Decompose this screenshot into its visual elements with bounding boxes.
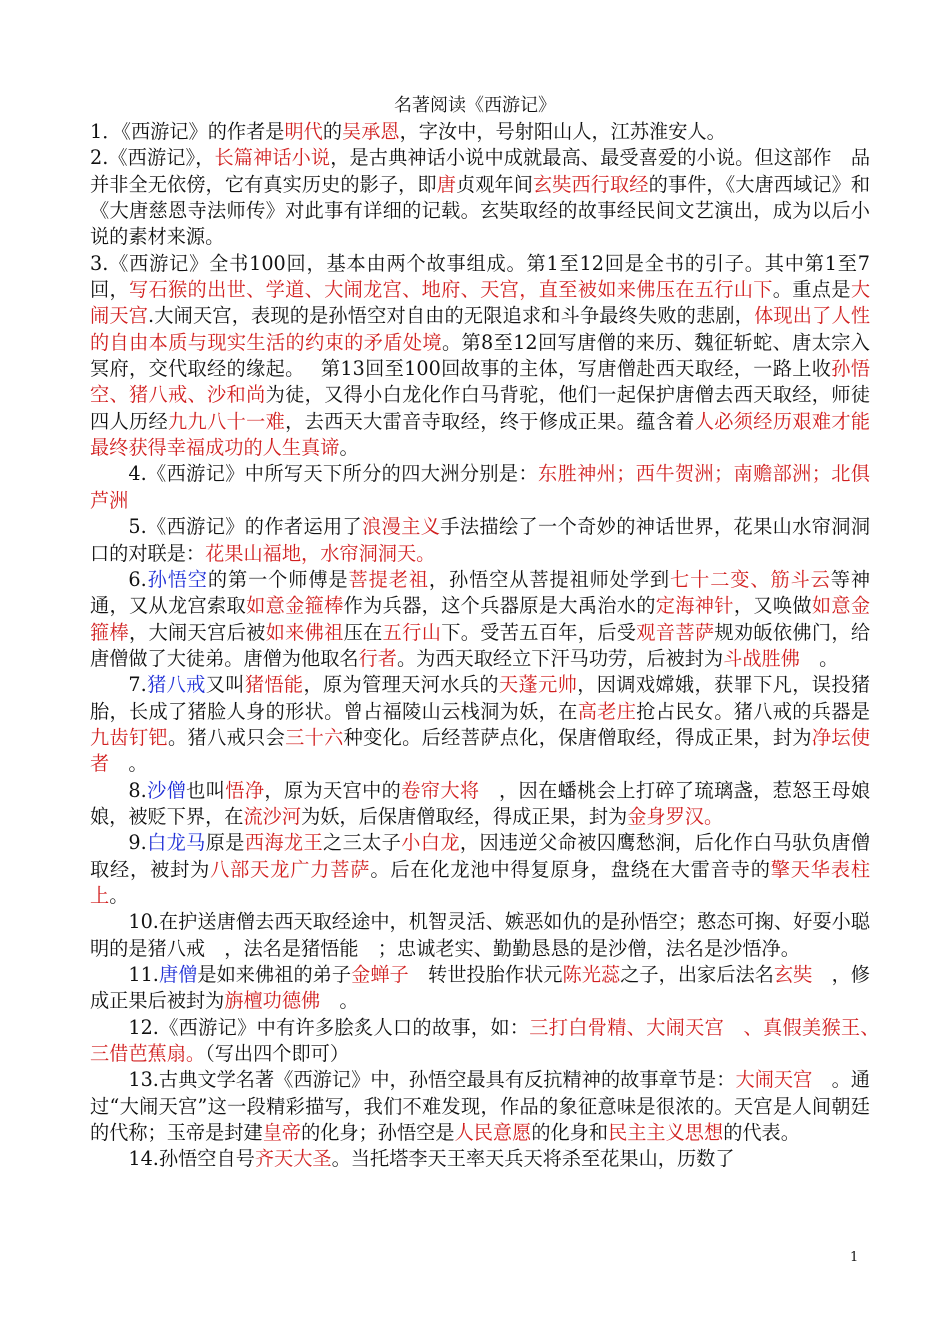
highlight-name: 孙悟空 — [146, 567, 208, 591]
highlight-answer: 卷帘大将 — [401, 778, 480, 802]
highlight-answer: 写石猴的出世、学道、大闹龙宫、地府、天宫，直至被如来佛压在五行山下 — [129, 278, 773, 302]
text-segment: ，因调戏嫦娥，获罪下凡，误投猪胎，长成了猪脸人身的形状。曾占福陵山云栈洞为妖，在 — [90, 673, 871, 723]
highlight-answer: 浪漫主义 — [362, 515, 441, 539]
text-segment: 的第一个师傅是 — [207, 567, 349, 591]
highlight-answer: 皇帝 — [262, 1121, 302, 1145]
highlight-answer: 如意金箍棒 — [246, 594, 344, 618]
text-segment: ，孙悟空从菩提祖师处学到 — [428, 567, 671, 591]
highlight-answer: 天蓬元帅 — [498, 673, 578, 697]
highlight-answer: 体现出了人性的自由本质与现实生活的约束的矛盾处境 — [90, 304, 871, 354]
highlight-answer: 金身罗汉。 — [627, 804, 724, 828]
paragraph — [90, 251, 870, 462]
highlight-answer: 孙悟空、猪八戒、沙和尚 — [90, 357, 870, 407]
highlight-answer: 如意金箍棒 — [90, 594, 871, 644]
highlight-answer: 西海龙王 — [244, 831, 324, 855]
text-segment: 种变化。后经菩萨点化，保唐僧取经，得成正果，封为 — [343, 725, 812, 749]
highlight-answer: 观音菩萨 — [636, 620, 715, 644]
text-segment: 5.《西游记》的作者运用了 — [128, 515, 363, 539]
text-segment: 。重点是 — [772, 278, 851, 302]
highlight-answer: 菩提老祖 — [348, 567, 429, 591]
text-segment: ，大闹天宫后被 — [129, 620, 266, 644]
text-segment: 。为西天取经立下汗马功劳，后被封为 — [397, 646, 724, 670]
highlight-answer: 大闹天宫 — [735, 1068, 813, 1092]
text-segment: 8. — [128, 778, 147, 802]
text-segment: 的事件，《大唐西域记》和《大唐慈恩寺法师传》对此事有详细的记载。玄奘取经的故事经民间文艺演出，成为以后小说的素材来源。 — [90, 172, 871, 249]
highlight-answer: 悟净 — [225, 778, 265, 802]
text-segment: ，因违逆父命被囚鹰愁涧，后化作白马驮负唐僧取经，被封为 — [90, 831, 871, 881]
highlight-answer: 金蝉子 — [351, 963, 409, 986]
text-segment: 。 — [109, 752, 148, 776]
paragraph — [90, 1067, 870, 1146]
text-segment: 。后在化龙池中得复原身，盘绕在大雷音寺的 — [370, 857, 771, 881]
highlight-answer: 唐 — [436, 172, 456, 196]
highlight-answer: 净坛使者 — [90, 725, 871, 776]
text-segment: 手法描绘了一个奇妙的神话世界，花果山水帘洞洞口的对联是： — [90, 515, 871, 565]
text-segment: 。通过“大闹天宫”这一段精彩描写，我们不难发现，作品的象征意味是很浓的。天宫是人间朝廷的代称；玉帝是封建 — [90, 1068, 870, 1145]
text-segment: （写出四个即可） — [205, 1042, 350, 1066]
text-segment: ，是古典神话小说中成就最高、最受喜爱的小说。但这部作 品并非全无依傍，它有真实历史的影子，即 — [90, 146, 871, 196]
text-segment: 的化身；孙悟空是 — [301, 1121, 455, 1145]
highlight-answer: 玄奘西行取经 — [533, 172, 649, 196]
text-segment: ，去西天大雷音寺取经，终于修成正果。蕴含着 — [285, 409, 695, 433]
highlight-name: 猪八戒 — [146, 673, 206, 697]
paragraph — [90, 461, 870, 514]
text-segment: 10.在护送唐僧去西天取经途中，机智灵活、嫉恶如仇的是孙悟空；憨态可掬、好耍小聪明的是猪八戒 ，法名是猪悟能 ；忠诚老实、勤勤恳恳的是沙僧，法名是沙悟净。 — [90, 910, 870, 960]
text-segment: 3.《西游记》全书100回，基本由两个故事组成。第1至12回是全书的引子。其中第1至7回， — [90, 251, 870, 302]
text-segment: 。 — [339, 436, 359, 460]
paragraph — [90, 830, 870, 909]
highlight-answer: 八部天龙广力菩萨 — [210, 857, 371, 881]
text-segment: 作为兵器，这个兵器原是大禹治水的 — [343, 594, 656, 618]
text-segment: 12.《西游记》中有许多脍炙人口的故事，如： — [128, 1015, 530, 1039]
text-segment: ，原为管理天河水兵的 — [303, 673, 499, 697]
paragraph — [90, 567, 870, 672]
text-segment: 。猪八戒只会 — [168, 725, 286, 749]
highlight-answer: 长篇神话小说 — [214, 146, 331, 170]
text-segment: 压在 — [343, 620, 383, 644]
highlight-name: 唐僧 — [158, 963, 198, 986]
page-number: 1 — [850, 1250, 859, 1265]
text-segment: 规劝皈依佛门，给唐僧做了大徒弟。唐僧为他取名 — [90, 620, 871, 670]
text-segment: 为徒，又得小白龙化作白马背驼，他们一起保护唐僧去西天取经，师徒四人历经 — [90, 383, 871, 433]
highlight-answer: 高老庄 — [577, 699, 637, 723]
text-segment: 又叫 — [205, 673, 245, 697]
text-segment: ，原为天宫中的 — [264, 778, 402, 802]
paragraph — [90, 962, 870, 1015]
highlight-answer: 九齿钉钯 — [90, 725, 169, 749]
highlight-answer: 齐天大圣 — [254, 1147, 332, 1171]
text-segment: 之三太子 — [323, 831, 402, 855]
text-segment: 抢占民女。猪八戒的兵器是 — [636, 699, 871, 723]
paragraph — [90, 514, 870, 567]
text-segment: 的 — [322, 120, 343, 143]
highlight-answer: 陈光蕊 — [562, 963, 621, 986]
text-segment: 贞观年间 — [455, 172, 533, 196]
highlight-answer: 明代 — [284, 120, 323, 143]
highlight-answer: 三打白骨精、大闹天宫 、真假美猴王、 三借芭蕉扇。 — [90, 1015, 909, 1066]
text-segment: 的化身和 — [531, 1121, 609, 1145]
text-segment: 13.古典文学名著《西游记》中，孙悟空最具有反抗精神的故事章节是： — [128, 1068, 736, 1092]
text-segment: 原是 — [205, 831, 245, 855]
paragraph — [90, 778, 870, 831]
text-segment: 4.《西游记》中所写天下所分的四大洲分别是： — [128, 462, 539, 486]
text-segment: ，又唤做 — [733, 594, 812, 618]
text-segment: 14.孙悟空自号 — [128, 1147, 255, 1171]
highlight-answer: 吴承恩 — [342, 120, 400, 143]
text-segment: 。 — [320, 989, 359, 1013]
highlight-answer: 玄奘 — [773, 963, 813, 986]
text-segment: 1．《西游记》的作者是 — [90, 120, 285, 143]
text-segment: 也叫 — [186, 778, 226, 802]
text-segment: 7. — [128, 673, 147, 697]
text-segment: 等神通，又从龙宫索取 — [90, 567, 871, 618]
highlight-answer: 如来佛祖 — [265, 620, 344, 644]
text-segment: 6. — [128, 567, 147, 591]
highlight-answer: 民主主义思想 — [608, 1121, 724, 1145]
highlight-answer: 九九八十一难 — [168, 409, 286, 433]
text-segment: 的代表。 — [723, 1121, 800, 1145]
highlight-answer: 行者 — [358, 646, 397, 670]
highlight-answer: 五行山 — [382, 620, 442, 644]
text-segment: 转世投胎作状元 — [408, 963, 563, 986]
text-segment: ，因在蟠桃会上打碎了琉璃盏，惹怒王母娘娘，被贬下界，在 — [90, 778, 871, 828]
highlight-name: 白龙马 — [146, 831, 206, 855]
paragraph — [90, 145, 870, 250]
text-segment: 。第8至12回写唐僧的来历、魏征斩蛇、唐太宗入冥府，交代取经的缘起。 第13回至100回故事的主体，写唐僧赴西天取经，一路上收 — [90, 330, 870, 381]
highlight-answer: 斗战胜佛 — [723, 646, 800, 670]
text-segment: 是如来佛祖的弟子 — [197, 963, 352, 986]
highlight-answer: 流沙河 — [243, 804, 302, 828]
text-segment: ，字汝中，号射阳山人，江苏淮安人。 — [399, 120, 726, 143]
text-segment: 9. — [128, 831, 147, 855]
highlight-answer: 花果山福地，水帘洞洞天。 — [205, 541, 436, 565]
paragraph — [90, 1146, 870, 1172]
paragraph — [90, 119, 870, 145]
document-body — [90, 119, 909, 1173]
highlight-answer: 东胜神州；西牛贺洲；南赡部洲；北俱芦洲 — [90, 462, 870, 512]
text-segment: ，修成正果后被封为 — [90, 963, 870, 1013]
text-segment: 11. — [128, 963, 159, 986]
highlight-answer: 猪悟能 — [244, 673, 304, 697]
highlight-answer: 大闹天宫 — [90, 278, 871, 328]
page-title: 名著阅读《西游记》 — [394, 95, 556, 116]
highlight-name: 沙僧 — [146, 778, 187, 802]
paragraph — [90, 1015, 909, 1068]
highlight-answer: 人民意愿 — [454, 1121, 532, 1145]
highlight-answer: 擎天华表柱上 — [90, 857, 871, 907]
paragraph — [90, 909, 870, 962]
highlight-answer: 旃檀功德佛 — [224, 989, 321, 1013]
highlight-answer: 定海神针 — [655, 594, 734, 618]
text-segment: 。当托塔李天王率天兵天将杀至花果山，历数了 — [331, 1147, 735, 1171]
text-segment: 。 — [799, 646, 839, 670]
highlight-answer: 人必须经历艰难才能最终获得幸福成功的人生真谛 — [90, 409, 871, 460]
text-segment: 之子，出家后法名 — [620, 963, 774, 986]
highlight-answer: 小白龙 — [401, 831, 460, 855]
text-segment: 下。受苦五百年，后受 — [441, 620, 637, 644]
text-segment: 。 — [109, 883, 129, 907]
highlight-answer: 三十六 — [285, 725, 344, 749]
text-segment: 为妖，后保唐僧取经，得成正果，封为 — [301, 804, 628, 828]
text-segment: .大闹天宫，表现的是孙悟空对自由的无限追求和斗争最终失败的悲剧， — [148, 304, 755, 328]
highlight-answer: 七十二变、筋斗云 — [670, 567, 831, 591]
paragraph — [90, 672, 870, 777]
text-segment: 2.《西游记》， — [90, 146, 215, 170]
